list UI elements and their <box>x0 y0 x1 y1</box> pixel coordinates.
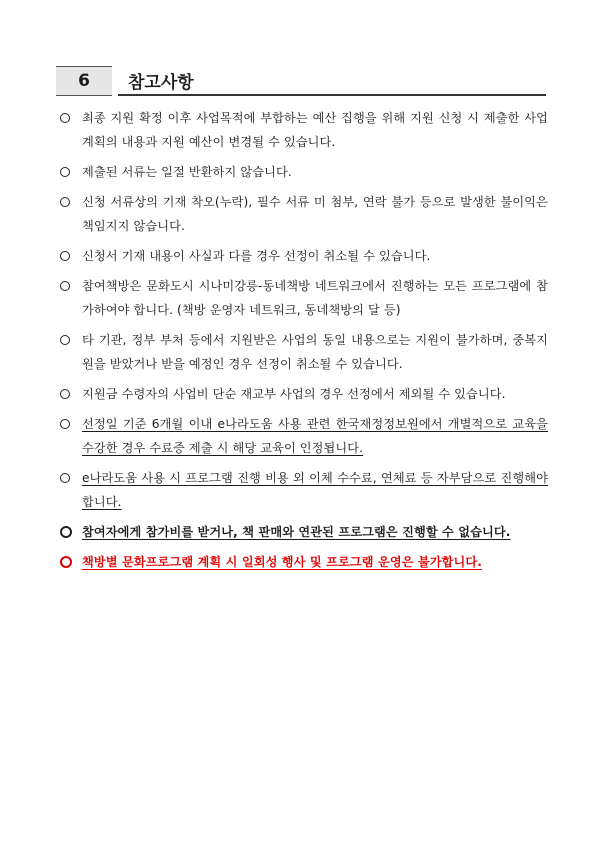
list-item-text: 지원금 수령자의 사업비 단순 재교부 사업의 경우 선정에서 제외될 수 있습니다. <box>82 387 506 401</box>
list-item-underlined <box>58 466 548 514</box>
notes-list <box>58 106 548 580</box>
list-item-red <box>58 550 548 574</box>
circle-bullet-icon <box>58 328 82 352</box>
list-item-text: 선정일 기준 6개월 이내 e나라도움 사용 관련 한국재정정보원에서 개별적으로 교육을 수강한 경우 수료증 제출 시 해당 교육이 인정됩니다. <box>82 417 548 455</box>
list-item-text: e나라도움 사용 시 프로그램 진행 비용 외 이체 수수료, 연체료 등 자부담으로 진행해야 합니다. <box>82 471 548 509</box>
list-item-text: 책방별 문화프로그램 계획 시 일회성 행사 및 프로그램 운영은 불가합니다. <box>82 555 483 569</box>
list-item-text: 타 기관, 정부 부처 등에서 지원받은 사업의 동일 내용으로는 지원이 불가하며, 중복지원을 받았거나 받을 예정인 경우 선정이 취소될 수 있습니다. <box>82 333 548 371</box>
list-item-text: 신청서 기재 내용이 사실과 다를 경우 선정이 취소될 수 있습니다. <box>82 249 431 263</box>
list-item <box>58 190 548 238</box>
list-item-text: 신청 서류상의 기재 착오(누락), 필수 서류 미 첨부, 연락 불가 등으로 발생한 불이익은 책임지지 않습니다. <box>82 195 548 233</box>
circle-bullet-icon <box>58 520 82 544</box>
list-item-text: 참여자에게 참가비를 받거나, 책 판매와 연관된 프로그램은 진행할 수 없습니다. <box>82 525 511 539</box>
list-item-text: 참여책방은 문화도시 시나미강릉-동네책방 네트워크에서 진행하는 모든 프로그램에 참가하여야 합니다. (책방 운영자 네트워크, 동네책방의 달 등) <box>82 279 548 317</box>
list-item <box>58 106 548 154</box>
list-item-underlined <box>58 412 548 460</box>
circle-bullet-icon <box>58 382 82 406</box>
circle-bullet-icon <box>58 274 82 298</box>
list-item-bold <box>58 520 548 544</box>
list-item <box>58 244 548 268</box>
list-item <box>58 328 548 376</box>
list-item <box>58 382 548 406</box>
list-item <box>58 160 548 184</box>
circle-bullet-icon <box>58 160 82 184</box>
circle-bullet-icon <box>58 550 82 574</box>
list-item-text: 제출된 서류는 일절 반환하지 않습니다. <box>82 165 292 179</box>
circle-bullet-icon <box>58 106 82 130</box>
list-item <box>58 274 548 322</box>
circle-bullet-icon <box>58 412 82 436</box>
section-header <box>56 66 546 96</box>
section-title: 참고사항 <box>118 66 546 96</box>
circle-bullet-icon <box>58 466 82 490</box>
list-item-text: 최종 지원 확정 이후 사업목적에 부합하는 예산 집행을 위해 지원 신청 시 제출한 사업 계획의 내용과 지원 예산이 변경될 수 있습니다. <box>82 111 548 149</box>
section-number: 6 <box>56 66 112 96</box>
circle-bullet-icon <box>58 244 82 268</box>
circle-bullet-icon <box>58 190 82 214</box>
